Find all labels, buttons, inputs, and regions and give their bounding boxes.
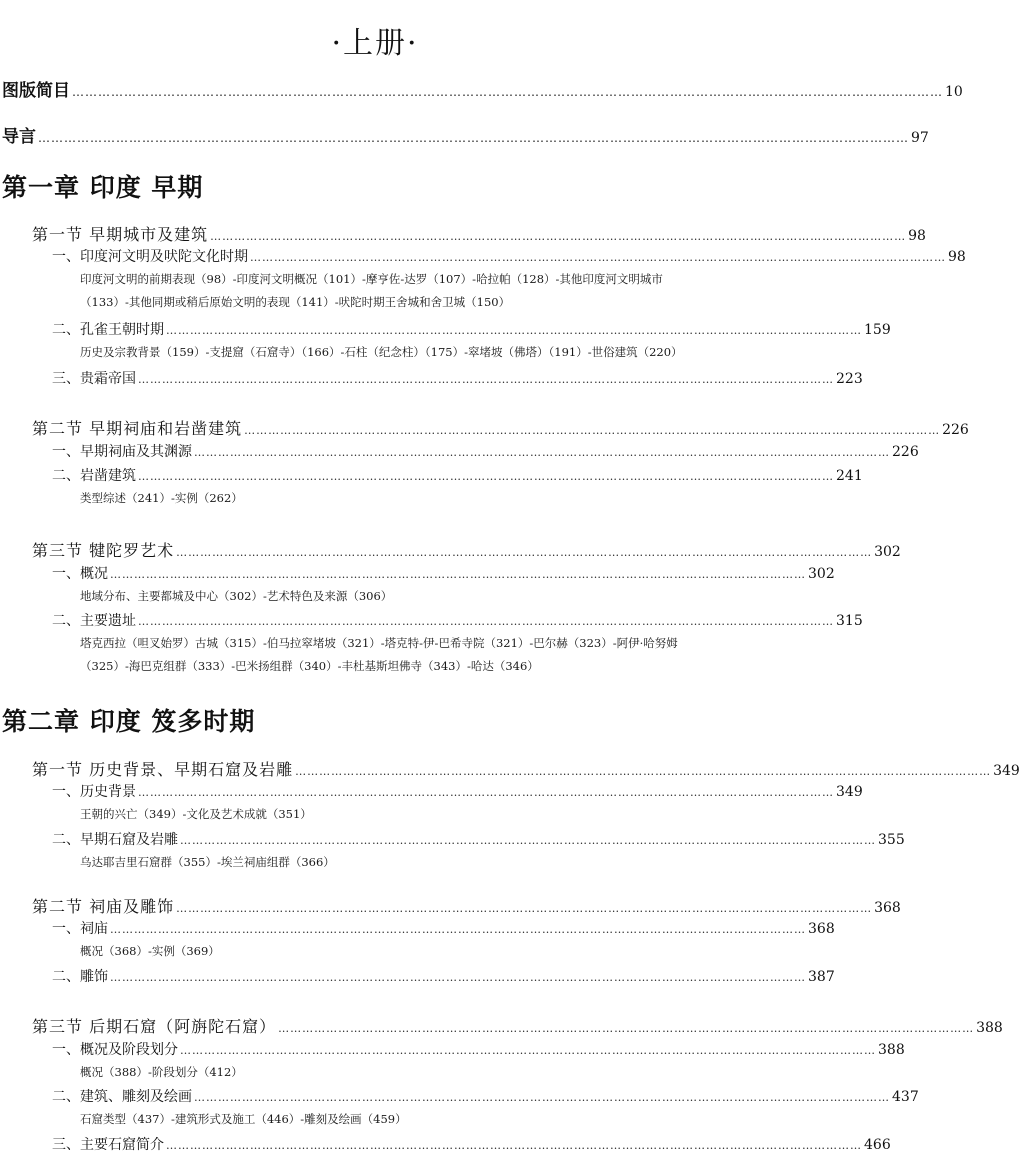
toc-subsection[interactable] [52,781,863,801]
subsection-title: 一、早期祠庙及其渊源 [52,444,192,460]
subsection-page: 466 [864,1137,891,1153]
leader-dots: ………………………………………………………………………………………………………………………………………………………… [166,324,862,337]
toc-section[interactable] [32,538,901,561]
toc-subsection[interactable] [52,1039,905,1059]
toc-detail [80,487,748,510]
leader-dots: ………………………………………………………………………………………………………………………………………………………… [210,230,907,243]
toc-subsection[interactable] [52,465,863,485]
detail-line: 印度河文明的前期表现（98）-印度河文明概况（101）-摩亨佐-达罗（107）-哈拉帕（128）-其他印度河文明城市 [80,272,663,286]
toc-detail [80,1061,748,1084]
detail-line: 地域分布、主要都城及中心（302）-艺术特色及来源（306） [80,589,393,603]
toc-detail [80,803,748,826]
subsection-page: 98 [948,249,966,265]
subsection-title: 二、雕饰 [52,969,108,985]
section-title: 第一节 历史背景、早期石窟及岩雕 [32,760,294,779]
detail-line: 类型综述（241）-实例（262） [80,491,243,505]
subsection-title: 一、印度河文明及吠陀文化时期 [52,249,248,265]
toc-subsection[interactable] [52,319,891,339]
subsection-page: 388 [878,1042,905,1058]
toc-section[interactable] [32,416,969,439]
toc-detail [80,632,748,678]
leader-dots: ………………………………………………………………………………………………………………………………………………………… [176,546,873,559]
subsection-title: 三、主要石窟简介 [52,1137,164,1153]
toc-section[interactable] [32,1014,1003,1037]
detail-line: 乌达耶吉里石窟群（355）-埃兰祠庙组群（366） [80,855,335,869]
section-title: 第二节 祠庙及雕饰 [32,897,175,916]
subsection-page: 368 [808,921,835,937]
toc-subsection[interactable] [52,441,919,461]
leader-dots: ………………………………………………………………………………………………………………………………………………………… [194,446,890,459]
toc-entry-intro[interactable] [2,122,929,147]
detail-line: 王朝的兴亡（349）-文化及艺术成就（351） [80,807,312,821]
leader-dots: ………………………………………………………………………………………………………………………………………………………… [194,1091,890,1104]
detail-line: 概况（388）-阶段划分（412） [80,1065,243,1079]
toc-subsection[interactable] [52,246,966,266]
leader-dots: ………………………………………………………………………………………………………………………………………………………… [166,1139,862,1152]
subsection-title: 一、祠庙 [52,921,108,937]
toc-detail [80,341,748,364]
subsection-page: 355 [878,832,905,848]
toc-entry-page: 10 [945,84,963,100]
detail-line: 概况（368）-实例（369） [80,944,220,958]
subsection-title: 二、孔雀王朝时期 [52,322,164,338]
subsection-page: 223 [836,371,863,387]
toc-subsection[interactable] [52,610,863,630]
toc-detail [80,851,748,874]
leader-dots: ………………………………………………………………………………………………………………………………………………………… [244,424,941,437]
leader-dots: ………………………………………………………………………………………………………………………………………………………… [278,1022,975,1035]
toc-detail [80,268,748,314]
leader-dots: ………………………………………………………………………………………………………………………………………………………… [110,923,806,936]
section-page: 226 [942,422,969,438]
leader-dots: ………………………………………………………………………………………………………………………………………………………… [176,902,873,915]
leader-dots: ………………………………………………………………………………………………………………………………………………………… [138,373,834,386]
section-page: 349 [993,763,1020,779]
subsection-page: 226 [892,444,919,460]
toc-entry-plates[interactable] [2,76,963,101]
subsection-title: 二、岩凿建筑 [52,468,136,484]
leader-dots: ………………………………………………………………………………………………………………………………………………………… [180,1044,876,1057]
section-page: 368 [874,900,901,916]
toc-detail [80,940,748,963]
leader-dots: ………………………………………………………………………………………………………………………………………………………… [138,470,834,483]
subsection-page: 387 [808,969,835,985]
toc-subsection[interactable] [52,966,835,986]
detail-line: 历史及宗教背景（159）-支提窟（石窟寺）（166）-石柱（纪念柱）（175）-窣堵坡（佛塔）（191）-世俗建筑（220） [80,345,683,359]
leader-dots: ………………………………………………………………………………………………………………………………………………………………………………… [38,131,909,145]
toc-section[interactable] [32,894,901,917]
toc-entry-title: 导言 [2,127,36,147]
leader-dots: ………………………………………………………………………………………………………………………………………………………………………………… [72,85,943,99]
detail-line: 石窟类型（437）-建筑形式及施工（446）-雕刻及绘画（459） [80,1112,407,1126]
leader-dots: ………………………………………………………………………………………………………………………………………………………… [250,251,946,264]
subsection-page: 315 [836,613,863,629]
section-title: 第三节 犍陀罗艺术 [32,541,175,560]
subsection-page: 302 [808,566,835,582]
toc-subsection[interactable] [52,1134,891,1154]
leader-dots: ………………………………………………………………………………………………………………………………………………………… [138,786,834,799]
toc-detail [80,1108,748,1131]
section-page: 388 [976,1020,1003,1036]
toc-subsection[interactable] [52,829,905,849]
detail-line: （325）-海巴克组群（333）-巴米扬组群（340）-丰杜基斯坦佛寺（343）-哈达（346） [80,659,539,673]
toc-subsection[interactable] [52,1086,919,1106]
subsection-title: 二、建筑、雕刻及绘画 [52,1089,192,1105]
toc-entry-page: 97 [911,130,929,146]
subsection-page: 159 [864,322,891,338]
subsection-title: 一、概况 [52,566,108,582]
subsection-title: 三、贵霜帝国 [52,371,136,387]
section-page: 302 [874,544,901,560]
subsection-page: 241 [836,468,863,484]
section-page: 98 [908,228,926,244]
page-title: ·上册· [331,26,419,61]
detail-line: （133）-其他同期或稍后原始文明的表现（141）-吠陀时期王舍城和舍卫城（150） [80,295,511,309]
subsection-title: 一、概况及阶段划分 [52,1042,178,1058]
leader-dots: ………………………………………………………………………………………………………………………………………………………… [138,615,834,628]
leader-dots: ………………………………………………………………………………………………………………………………………………………… [110,568,806,581]
subsection-title: 二、主要遗址 [52,613,136,629]
chapter-title: 第二章 印度 笈多时期 [2,707,256,736]
leader-dots: ………………………………………………………………………………………………………………………………………………………… [180,834,876,847]
section-title: 第一节 早期城市及建筑 [32,225,209,244]
toc-subsection[interactable] [52,918,835,938]
toc-detail [80,585,748,608]
subsection-title: 二、早期石窟及岩雕 [52,832,178,848]
section-title: 第三节 后期石窟（阿旃陀石窟） [32,1017,277,1036]
toc-entry-title: 图版简目 [2,81,70,101]
toc-subsection[interactable] [52,563,835,583]
subsection-page: 349 [836,784,863,800]
detail-line: 塔克西拉（呾叉始罗）古城（315）-伯马拉窣堵坡（321）-塔克特-伊-巴希寺院（321）-巴尔赫（323）-阿伊·哈努姆 [80,636,678,650]
leader-dots: ………………………………………………………………………………………………………………………………………………………… [110,971,806,984]
toc-subsection[interactable] [52,368,863,388]
toc-section[interactable] [32,222,926,245]
section-title: 第二节 早期祠庙和岩凿建筑 [32,419,243,438]
chapter-title: 第一章 印度 早期 [2,173,204,202]
subsection-page: 437 [892,1089,919,1105]
leader-dots: ………………………………………………………………………………………………………………………………………………………… [295,765,992,778]
subsection-title: 一、历史背景 [52,784,136,800]
toc-section[interactable] [32,757,1020,780]
